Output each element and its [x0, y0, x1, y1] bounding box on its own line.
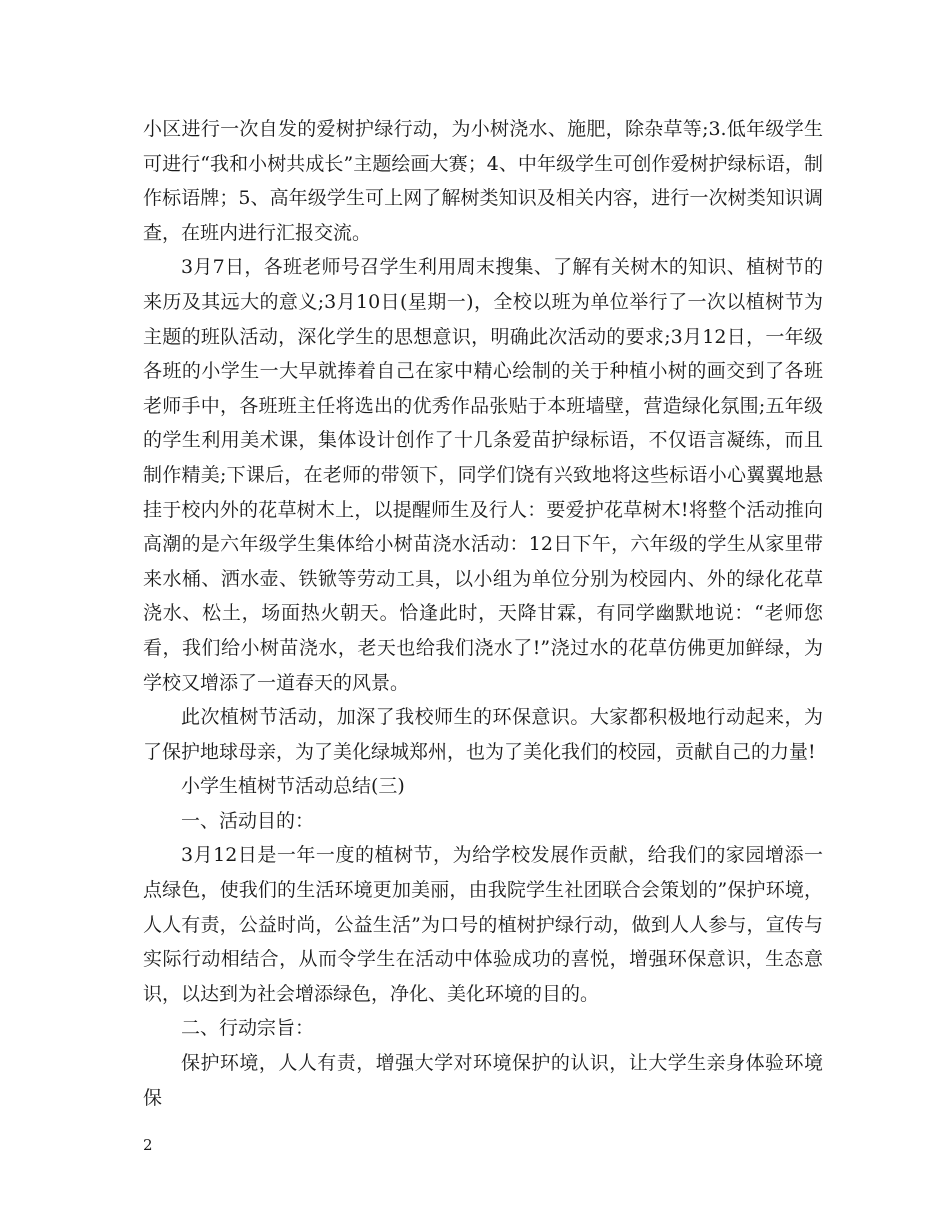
paragraph-activity-purpose: 3月12日是一年一度的植树节，为给学校发展作贡献，给我们的家园增添一点绿色，使我们的生活环境更加美丽，由我院学生社团联合会策划的”保护环境，人人有责，公益时尚，公益生活”为口号的植树护绿行动，做到人人参与，宣传与实际行动相结合，从而令学生在活动中体验成功的喜悦，增强环保意识，生态意识，以达到为社会增添绿色，净化、美化环境的目的。 [143, 844, 823, 1005]
paragraph-2: 3月7日，各班老师号召学生利用周末搜集、了解有关树木的知识、植树节的来历及其远大的意义;3月10日(星期一)，全校以班为单位举行了一次以植树节为主题的班队活动，深化学生的思想意识，明确此次活动的要求;3月12日，一年级各班的小学生一大早就捧着自己在家中精心绘制的关于种植小树的画交到了各班老师手中，各班班主任将选出的优秀作品张贴于本班墙壁，营造绿化氛围;五年级的学生利用美术课，集体设计创作了十几条爱苗护绿标语，不仅语言凝练，而且制作精美;下课后，在老师的带领下，同学们饶有兴致地将这些标语小心翼翼地悬挂于校内外的花草树木上，以提醒师生及行人：要爱护花草树木!将整个活动推向高潮的是六年级学生集体给小树苗浇水活动：12日下午，六年级的学生从家里带来水桶、洒水壶、铁锨等劳动工具，以小组为单位分别为校园内、外的绿化花草浇水、松土，场面热火朝天。恰逢此时，天降甘霖，有同学幽默地说：“老师您看，我们给小树苗浇水，老天也给我们浇水了!”浇过水的花草仿佛更加鲜绿，为学校又增添了一道春天的风景。 [143, 256, 823, 694]
section-title: 小学生植树节活动总结(三) [181, 775, 405, 798]
heading-action-purpose: 二、行动宗旨： [181, 1017, 315, 1040]
heading-activity-purpose: 一、活动目的： [181, 809, 315, 832]
paragraph-3: 此次植树节活动，加深了我校师生的环保意识。大家都积极地行动起来，为了保护地球母亲，为了美化绿城郑州，也为了美化我们的校园，贡献自己的力量! [143, 706, 823, 763]
paragraph-1: 小区进行一次自发的爱树护绿行动，为小树浇水、施肥，除杂草等;3.低年级学生可进行“我和小树共成长”主题绘画大赛；4、中年级学生可创作爱树护绿标语，制作标语牌；5、高年级学生可上网了解树类知识及相关内容，进行一次树类知识调查，在班内进行汇报交流。 [143, 118, 823, 244]
page-number: 2 [143, 1136, 153, 1154]
document-body [143, 112, 823, 1115]
paragraph-action-purpose: 保护环境，人人有责，增强大学对环境保护的认识，让大学生亲身体验环境保 [143, 1052, 823, 1109]
